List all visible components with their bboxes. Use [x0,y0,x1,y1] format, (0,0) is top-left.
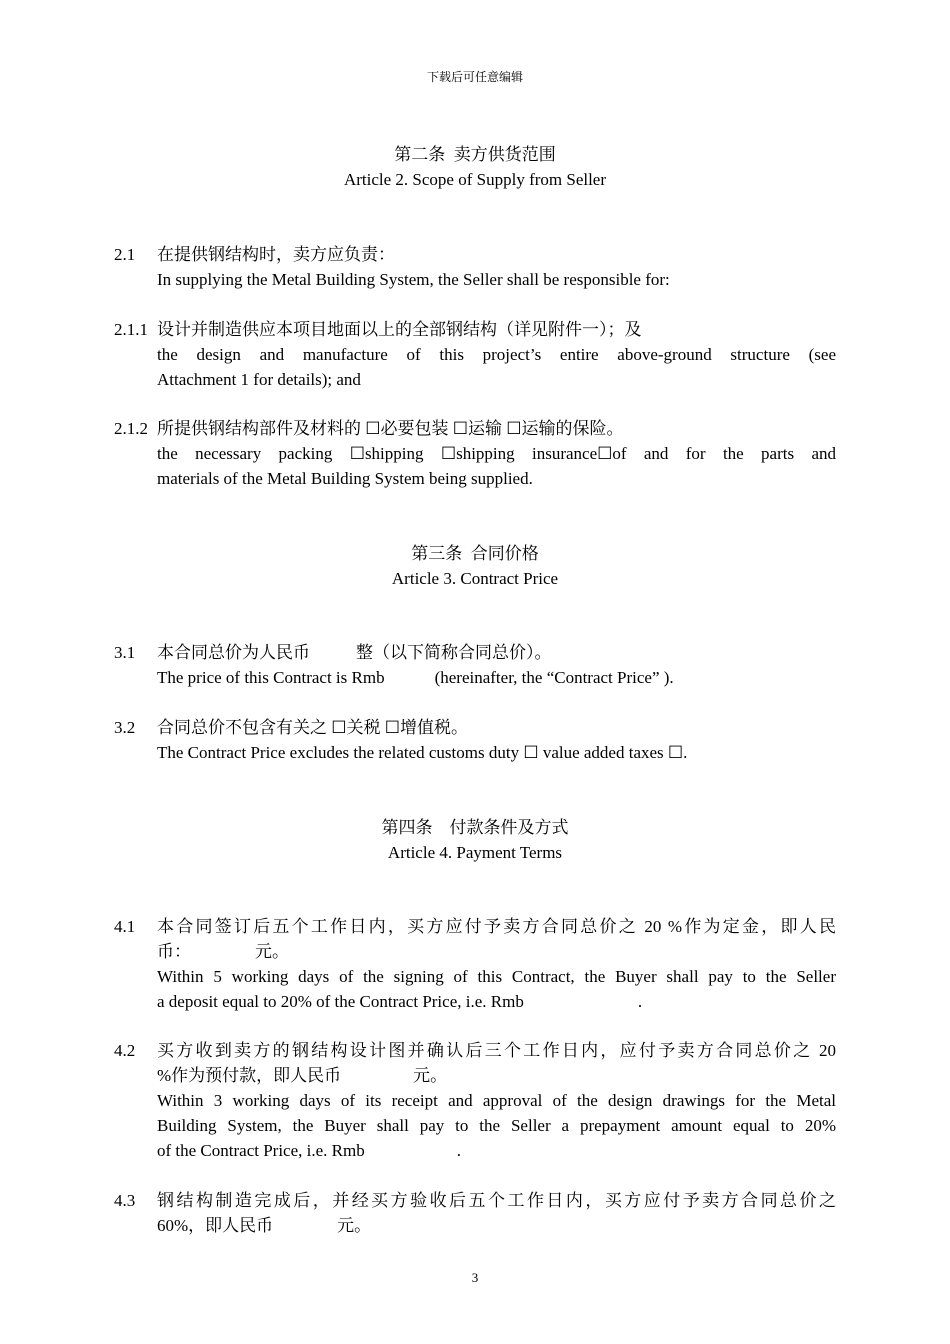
clause-2-1 [114,242,836,292]
text-segment: 本合同总价为人民币 [157,643,310,662]
clause-text-cn-line: 钢结构制造完成后，并经买方验收后五个工作日内，买方应付予卖方合同总价之 [157,1191,836,1210]
clause-4-2 [114,1038,836,1163]
clause-text-cn: 设计并制造供应本项目地面以上的全部钢结构（详见附件一）；及 [157,320,642,339]
article-3-title-cn: 第三条 合同价格 [411,544,539,563]
clause-2-1-1 [114,317,836,392]
clause-text-en-line [157,989,836,1014]
text-segment: . [637,992,643,1011]
clause-2-1-2 [114,416,836,491]
clause-text-cn-line: 本合同签订后五个工作日内，买方应付予卖方合同总价之 20 %作为定金，即人民 [157,917,836,936]
clause-4-1 [114,914,836,1014]
clause-text-en: In supplying the Metal Building System, the Seller shall be responsible for: [157,270,670,289]
clause-text-cn-line [157,1063,836,1088]
text-segment: %作为预付款，即人民币 [157,1066,342,1085]
text-segment: 币： [157,942,191,961]
clause-3-2 [114,715,836,765]
clause-number: 3.1 [114,643,136,662]
clause-text-en-line: Within 5 working days of the signing of this Contract, the Buyer shall pay to the Seller [157,967,836,986]
clause-text-en-line: Building System, the Buyer shall pay to the Seller a prepayment amount equal to 20% [157,1116,836,1135]
text-segment: 元。 [413,1066,448,1085]
article-3-title-en: Article 3. Contract Price [391,569,559,588]
clause-text-en: The Contract Price excludes the related customs duty ☐ value added taxes ☐. [157,743,688,762]
header-note: 下载后可任意编辑 [426,70,523,84]
clause-text-en-line: Within 3 working days of its receipt and approval of the design drawings for the Metal [157,1091,836,1110]
text-segment: 整（以下简称合同总价）。 [356,643,552,662]
clause-4-3 [114,1188,836,1238]
clause-text-en [157,665,836,690]
clause-text-en-line: materials of the Metal Building System being supplied. [157,469,533,488]
clause-number: 2.1.1 [114,320,148,339]
text-segment: of the Contract Price, i.e. Rmb [157,1141,365,1160]
clause-number: 4.1 [114,917,136,936]
clause-text-cn-line [157,1213,836,1238]
text-segment: 60%，即人民币 [157,1216,274,1235]
clause-text-cn-line: 买方收到卖方的钢结构设计图并确认后三个工作日内，应付予卖方合同总价之 20 [157,1041,836,1060]
clause-text-cn-line [157,939,836,964]
text-segment: 元。 [255,942,289,961]
article-2-title-cn: 第二条 卖方供货范围 [394,145,556,164]
clause-number: 4.3 [114,1191,136,1210]
text-segment: (hereinafter, the “Contract Price” ). [434,668,674,687]
clause-text-en-line: the design and manufacture of this project’s entire above-ground structure (see [157,345,836,364]
text-segment: . [456,1141,461,1160]
clause-text-cn [157,640,836,665]
page-number: 3 [471,1270,479,1285]
clause-number: 4.2 [114,1041,136,1060]
clause-text-en-line [157,1138,836,1163]
clause-number: 2.1 [114,245,136,264]
clause-number: 2.1.2 [114,419,148,438]
text-segment: 元。 [337,1216,372,1235]
clause-text-cn: 在提供钢结构时，卖方应负责： [157,245,395,264]
article-4-title-en: Article 4. Payment Terms [387,843,563,862]
article-2-heading [0,142,950,192]
clause-3-1 [114,640,836,690]
article-3-heading [0,541,950,591]
clause-text-en-line: the necessary packing ☐shipping ☐shipping insurance☐of and for the parts and [157,444,836,463]
clause-text-cn: 所提供钢结构部件及材料的 ☐必要包装 ☐运输 ☐运输的保险。 [157,419,624,438]
article-4-heading [0,815,950,865]
article-2-title-en: Article 2. Scope of Supply from Seller [343,170,607,189]
clause-text-en-line: Attachment 1 for details); and [157,370,361,389]
text-segment: a deposit equal to 20% of the Contract Price, i.e. Rmb [157,992,524,1011]
clause-number: 3.2 [114,718,136,737]
clause-text-cn: 合同总价不包含有关之 ☐关税 ☐增值税。 [157,718,468,737]
text-segment: The price of this Contract is Rmb [157,668,385,687]
article-4-title-cn: 第四条 付款条件及方式 [381,818,569,837]
